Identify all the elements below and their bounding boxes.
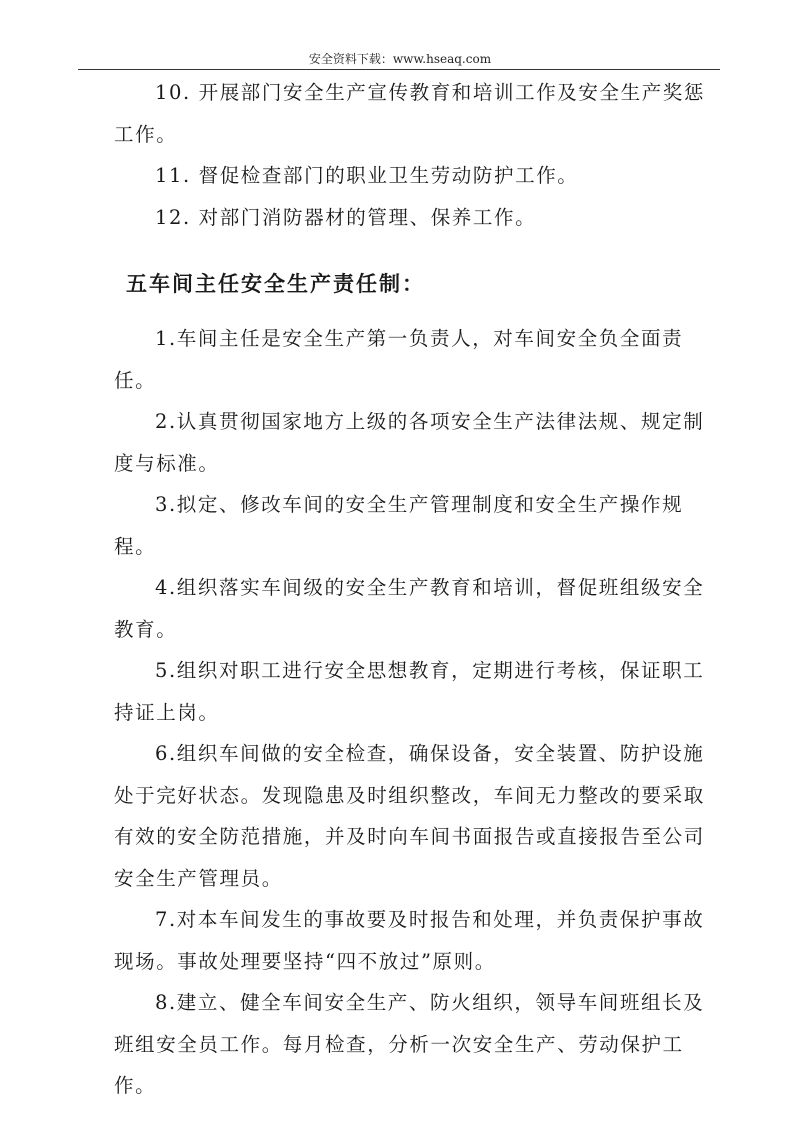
- list-item-5: 5.组织对职工进行安全思想教育，定期进行考核，保证职工持证上岗。: [114, 659, 705, 724]
- list-item-7: 7.对本车间发生的事故要及时报告和处理，并负责保护事故现场。事故处理要坚持“四不放过”原则。: [114, 908, 705, 973]
- list-item-2: 2.认真贯彻国家地方上级的各项安全生产法律法规、规定制度与标准。: [114, 410, 705, 475]
- header-divider: [78, 69, 720, 70]
- list-item-1: 1.车间主任是安全生产第一负责人，对车间安全负全面责任。: [114, 327, 684, 392]
- list-item-8: 8.建立、健全车间安全生产、防火组织，领导车间班组长及班组安全员工作。每月检查，分析一次安全生产、劳动保护工作。: [114, 991, 705, 1097]
- list-item-3: 3.拟定、修改车间的安全生产管理制度和安全生产操作规程。: [114, 493, 684, 558]
- section-title: 五车间主任安全生产责任制：: [126, 271, 425, 296]
- list-item-6: 6.组织车间做的安全检查，确保设备，安全装置、防护设施处于完好状态。发现隐患及时组织整改，车间无力整改的要采取有效的安全防范措施，并及时向车间书面报告或直接报告至公司安全生产管理员。: [114, 742, 705, 890]
- page-header: 安全资料下载：www.hseaq.com: [308, 52, 492, 66]
- document-body: [114, 72, 724, 1107]
- list-item-4: 4.组织落实车间级的安全生产教育和培训，督促班组级安全教育。: [114, 576, 705, 641]
- list-item-10: 10. 开展部门安全生产宣传教育和培训工作及安全生产奖惩工作。: [114, 81, 706, 146]
- list-item-12: 12. 对部门消防器材的管理、保养工作。: [155, 205, 537, 229]
- list-item-11: 11. 督促检查部门的职业卫生劳动防护工作。: [155, 164, 579, 187]
